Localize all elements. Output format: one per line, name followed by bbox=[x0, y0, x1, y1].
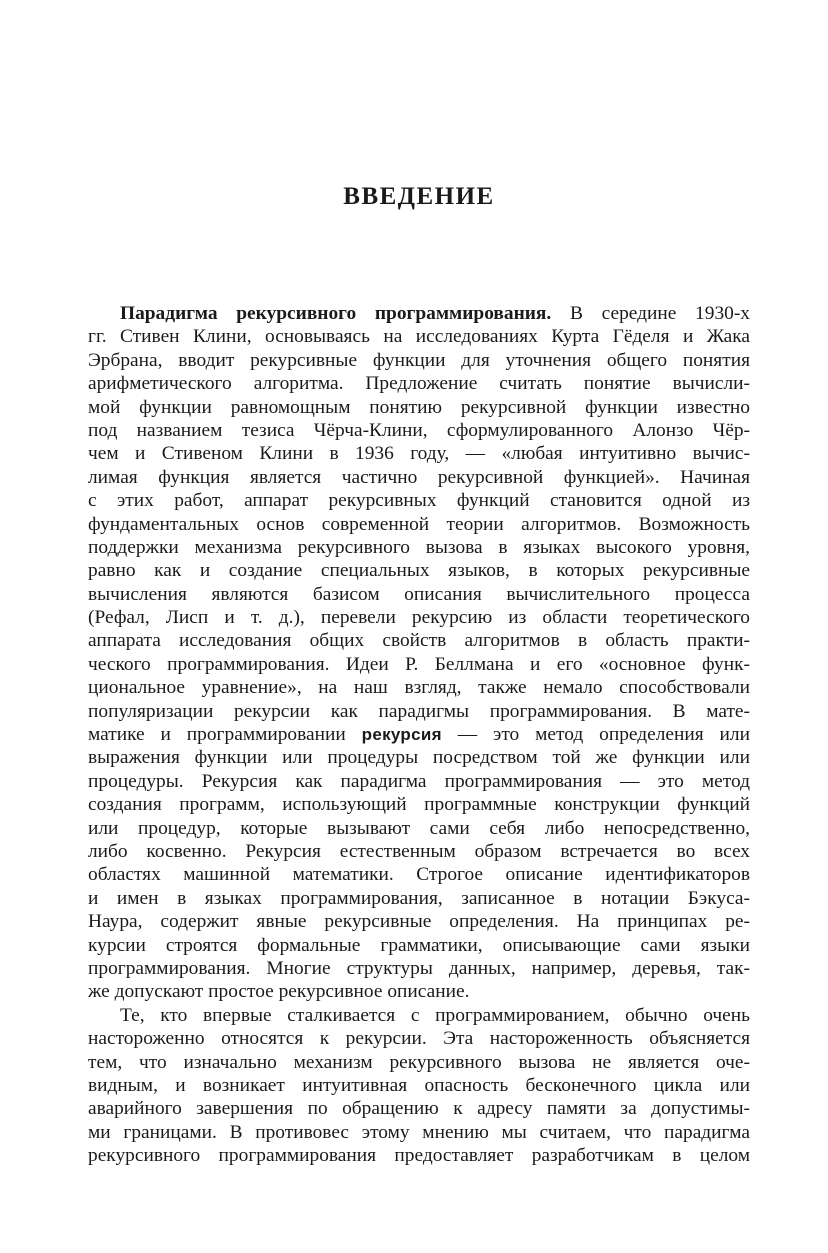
text-line: Наура, содержит явные рекурсивные определения. На принципах ре- bbox=[88, 911, 750, 933]
text-line: гг. Стивен Клини, основываясь на исследованиях Курта Гёделя и Жака bbox=[88, 326, 750, 348]
defined-term: рекурсия bbox=[361, 725, 442, 745]
text-line: под названием тезиса Чёрча-Клини, сформулированного Алонзо Чёр- bbox=[88, 419, 750, 441]
text-span: — это метод определения или bbox=[441, 724, 750, 746]
text-line: и имен в языках программирования, записанное в нотации Бэкуса- bbox=[88, 887, 750, 909]
text-line: популяризации рекурсии как парадигмы программирования. В мате- bbox=[88, 700, 750, 722]
text-line: Те, кто впервые сталкивается с программированием, обычно очень bbox=[120, 1004, 750, 1026]
text-line: арифметического алгоритма. Предложение считать понятие вычисли- bbox=[88, 373, 750, 395]
text-line: аппарата исследования общих свойств алгоритмов в область практи- bbox=[88, 630, 750, 652]
text-line: настороженно относятся к рекурсии. Эта настороженность объясняется bbox=[88, 1028, 750, 1050]
text-line bbox=[88, 302, 750, 325]
text-line: чем и Стивеном Клини в 1936 году, — «любая интуитивно вычис- bbox=[88, 443, 750, 465]
text-line: или процедур, которые вызывают сами себя либо непосредственно, bbox=[88, 817, 750, 839]
text-line: выражения функции или процедуры посредством той же функции или bbox=[88, 747, 750, 769]
text-line: программирования. Многие структуры данных, например, деревья, так- bbox=[88, 957, 750, 979]
text-line: Эрбрана, вводит рекурсивные функции для уточнения общего понятия bbox=[88, 349, 750, 371]
paragraph-lead: Парадигма рекурсивного программирования. bbox=[120, 303, 552, 324]
text-line: ческого программирования. Идеи Р. Беллмана и его «основное функ- bbox=[88, 653, 750, 675]
text-line: вычисления являются базисом описания вычислительного процесса bbox=[88, 583, 750, 605]
text-line: видным, и возникает интуитивная опасность бесконечного цикла или bbox=[88, 1074, 750, 1096]
text-line: областях машинной математики. Строгое описание идентификаторов bbox=[88, 864, 750, 886]
text-line: мой функции равномощным понятию рекурсивной функции известно bbox=[88, 396, 750, 418]
text-line: процедуры. Рекурсия как парадигма программирования — это метод bbox=[88, 770, 750, 792]
text-line: поддержки механизма рекурсивного вызова в языках высокого уровня, bbox=[88, 536, 750, 558]
body-text bbox=[88, 302, 750, 1167]
text-line: создания программ, использующий программные конструкции функций bbox=[88, 794, 750, 816]
text-line: циональное уравнение», на наш взгляд, также немало способствовали bbox=[88, 677, 750, 699]
chapter-title: ВВЕДЕНИЕ bbox=[343, 183, 495, 210]
text-line: тем, что изначально механизм рекурсивного вызова не является оче- bbox=[88, 1051, 750, 1073]
text-line: (Рефал, Лисп и т. д.), перевели рекурсию из области теоретического bbox=[88, 607, 750, 629]
paragraph-recursion-paradigm bbox=[88, 302, 750, 1004]
text-line: курсии строятся формальные грамматики, описывающие сами языки bbox=[88, 934, 750, 956]
text-line: аварийного завершения по обращению к адресу памяти за допустимы- bbox=[88, 1098, 750, 1120]
text-line: либо косвенно. Рекурсия естественным образом встречается во всех bbox=[88, 840, 750, 862]
text-line: же допускают простое рекурсивное описание. bbox=[88, 981, 470, 1003]
text-line: равно как и создание специальных языков, в которых рекурсивные bbox=[88, 560, 750, 582]
text-line: рекурсивного программирования предоставляет разработчикам в целом bbox=[88, 1145, 750, 1167]
text-line: ми границами. В противовес этому мнению мы считаем, что парадигма bbox=[88, 1121, 750, 1143]
text-line: фундаментальных основ современной теории алгоритмов. Возможность bbox=[88, 513, 750, 535]
text-line bbox=[88, 723, 750, 746]
paragraph-recursion-caution bbox=[88, 1004, 750, 1168]
text-line: лимая функция является частично рекурсивной функцией». Начиная bbox=[88, 466, 750, 488]
text-span: В середине 1930-х bbox=[551, 303, 750, 324]
text-line: с этих работ, аппарат рекурсивных функций становится одной из bbox=[88, 490, 750, 512]
text-span: матике и программировании bbox=[88, 724, 362, 746]
